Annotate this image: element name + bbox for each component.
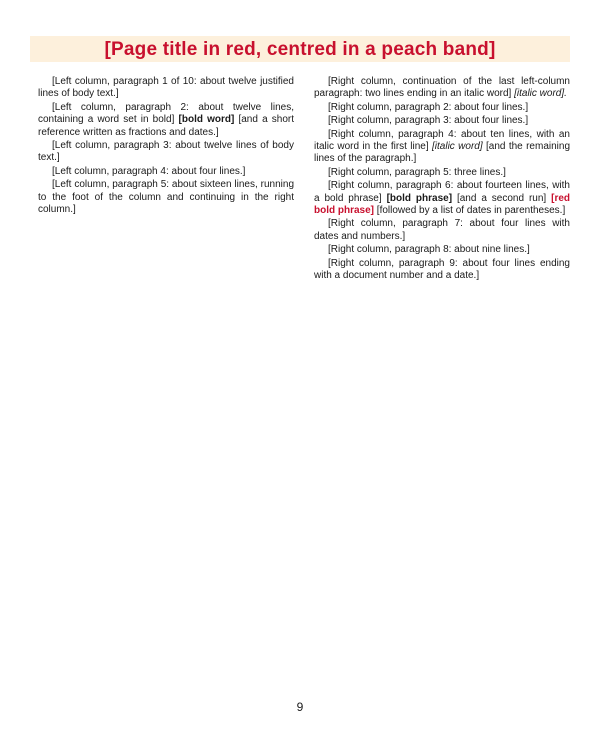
paragraph [314,129,570,166]
text-columns [38,76,570,692]
paragraph [38,166,294,178]
text-run-italic: [italic word]. [514,88,567,100]
text-run: [Right column, paragraph 4: about ten lines, with an italic word in the first line] [314,128,570,153]
text-run-italic: [italic word] [432,141,483,153]
text-run: [Left column, paragraph 3: about twelve lines of body text.] [38,140,294,164]
paragraph [314,258,570,283]
text-run: [Right column, paragraph 3: about four lines.] [328,115,529,127]
text-run-bold: [bold phrase] [386,192,453,204]
text-run: [followed by a list of dates in parentheses.] [376,205,566,217]
text-run: [and a second run] [456,192,547,204]
text-run: [and a short reference written as fractions and dates.] [38,114,294,138]
paragraph [314,180,570,217]
title-banner [30,36,570,62]
paragraph [314,76,570,101]
text-run: [Right column, paragraph 6: about fourteen lines, with a bold phrase] [314,180,570,204]
text-run: [Right column, paragraph 9: about four lines ending with a document number and a date.] [314,257,570,282]
text-run: [Right column, paragraph 7: about four lines with dates and numbers.] [314,218,570,242]
paragraph [38,179,294,216]
text-run: [Left column, paragraph 2: about twelve lines, containing a word set in bold] [38,101,294,126]
text-run: [Right column, paragraph 5: three lines.] [328,166,506,178]
paragraph [38,140,294,165]
text-run: [Left column, paragraph 5: about sixteen lines, running to the foot of the column and continuing in the right column.] [38,179,294,216]
paragraph [314,115,570,127]
paragraph [314,102,570,114]
text-run: [Left column, paragraph 4: about four lines.] [52,165,246,177]
paragraph [38,102,294,139]
page-title: [Page title in red, centred in a peach band] [104,38,496,60]
text-run: [Right column, paragraph 8: about nine lines.] [328,244,530,256]
paragraph [314,244,570,256]
text-run-bold: [bold word] [178,114,235,126]
page-number: 9 [296,700,304,714]
text-run: [and the remaining lines of the paragraph.] [314,141,570,165]
paragraph [314,167,570,179]
text-run: [Right column, paragraph 2: about four lines.] [328,101,529,113]
text-run: [Right column, continuation of the last left-column paragraph: two lines ending in an italic word] [314,76,570,100]
paragraph [38,76,294,101]
left-column [38,76,294,692]
paragraph [314,218,570,243]
text-run: [Left column, paragraph 1 of 10: about twelve justified lines of body text.] [38,76,294,100]
right-column [314,76,570,692]
text-run-red: [red bold phrase] [314,192,570,217]
